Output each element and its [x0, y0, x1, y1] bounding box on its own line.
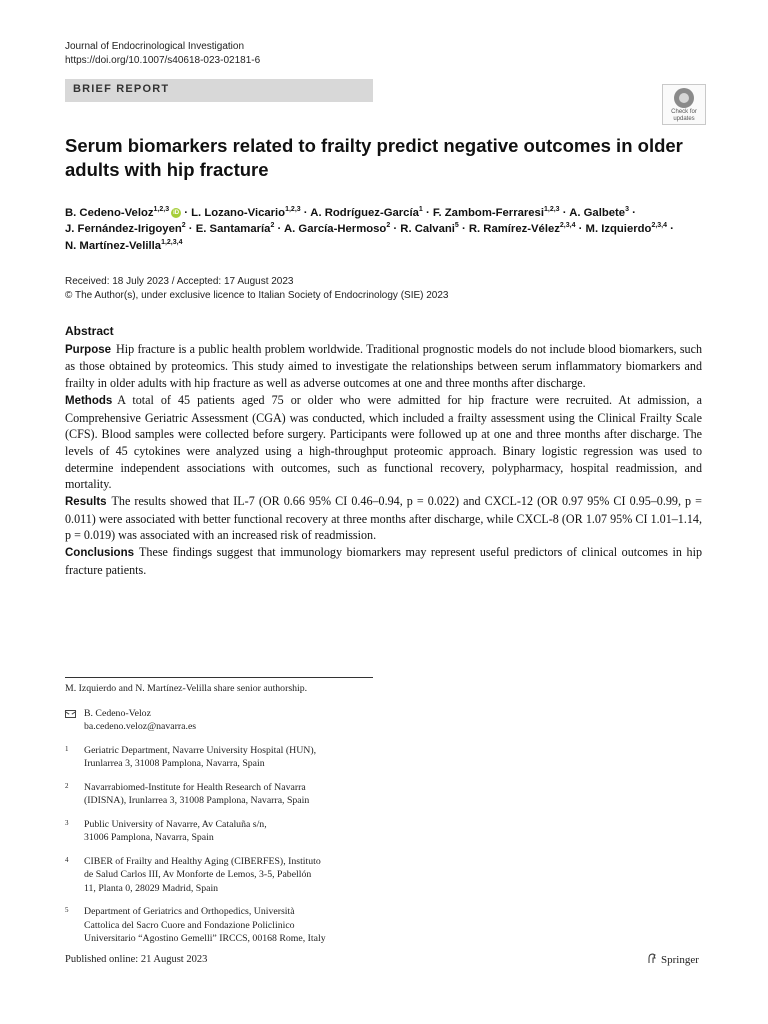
envelope-icon	[65, 710, 76, 718]
abstract-purpose: Purpose Hip fracture is a public health problem worldwide. Traditional prognostic models do not include blood biomarkers, such as those obtained by proteomics. This study aimed to investigate the relationships between serum inflammatory biomarkers and frailty in older adults with hip fracture as well as adverse outcomes at one and three months after discharge.	[65, 341, 702, 391]
author[interactable]: A. García-Hermoso$^2$	[283, 222, 391, 236]
published-online: Published online: 21 August 2023	[65, 954, 208, 965]
affiliation: 2 Navarrabiomed-Institute for Health Research of Navarra (IDISNA), Irunlarrea 3, 31008 Pamplona, Navarra, Spain	[65, 781, 310, 806]
footnote-divider	[65, 677, 373, 678]
springer-horse-icon	[647, 953, 657, 964]
copyright-line: © The Author(s), under exclusive licence to Italian Society of Endocrinology (SIE) 2023	[65, 289, 449, 301]
abstract-conclusions: Conclusions These findings suggest that immunology biomarkers may represent useful predictors of clinical outcomes in hip fracture patients.	[65, 545, 702, 577]
corresponding-name: B. Cedeno-Veloz	[84, 707, 151, 719]
author[interactable]: B. Cedeno-Veloz$^{1,2,3}$	[65, 206, 170, 219]
affiliation: 1 Geriatric Department, Navarre University Hospital (HUN), Irunlarrea 3, 31008 Pamplona, Navarra, Spain	[65, 744, 317, 769]
author[interactable]: A. Rodríguez-García$^1$	[310, 206, 423, 219]
article-dates	[65, 275, 449, 302]
check-for-updates-badge[interactable]	[662, 84, 706, 125]
check-updates-label: Check for updates	[671, 109, 697, 122]
journal-name: Journal of Endocrinological Investigation	[65, 41, 244, 52]
author[interactable]: F. Zambom-Ferraresi$^{1,2,3}$	[432, 206, 560, 219]
author[interactable]: N. Martínez-Velilla$^{1,2,3,4}$	[65, 238, 183, 252]
article-title: Serum biomarkers related to frailty predict negative outcomes in older adults with hip fracture	[65, 135, 683, 180]
abstract	[65, 323, 702, 579]
abstract-results: Results The results showed that IL-7 (OR 0.66 95% CI 0.46–0.94, p = 0.022) and CXCL-12 (OR 0.97 95% CI 0.95–0.99, p = 0.011) were associated with better functional recovery at three months after discharge, while CXCL-8 (OR 1.07 95% CI 1.01–1.14, p = 0.019) was associated with an increased risk of readmission.	[65, 494, 702, 543]
author[interactable]: L. Lozano-Vicario$^{1,2,3}$	[191, 206, 301, 219]
abstract-methods: Methods A total of 45 patients aged 75 or older who were admitted for hip fracture were recruited. At admission, a Comprehensive Geriatric Assessment (CGA) was conducted, which included a frailty assessment using the Clinical Frailty Scale (CFS). Blood samples were collected before surgery. Participants were followed up at one and three months after discharge. The levels of 45 cytokines were analyzed using a high-throughput proteomic approach. Binary logistic regression was used to determine independent associations with outcomes, such as functional recovery, polypharmacy, hospital readmission, and mortality.	[65, 392, 702, 492]
author-list: B. Cedeno-Veloz$^{1,2,3}$ iD · L. Lozano-Vicario$^{1,2,3}$ · A. Rodríguez-García$^1$ · F. Zambom-Ferraresi$^{1,2,3}$ · A. Galbete$^3$ · J. Fernández-Irigoyen$^2$ · E. Santamaría$^2$ · A. García-Hermoso$^2$ · R. Calvani$^5$ · R. Ramírez-Vélez$^{2,3,4}$ · M. Izquierdo$^{2,3,4}$ · N. Martínez-Velilla$^{1,2,3,4}$	[65, 206, 674, 252]
affiliation: 4 CIBER of Frailty and Healthy Aging (CIBERFES), Instituto de Salud Carlos III, Av Monforte de Lemos, 3-5, Pabellón 11, Planta 0, 28029 Madrid, Spain	[65, 855, 321, 894]
section-label: BRIEF REPORT	[73, 83, 170, 95]
doi-link[interactable]: https://doi.org/10.1007/s40618-023-02181-6	[65, 54, 261, 66]
affiliation: 5 Department of Geriatrics and Orthopedics, Università Cattolica del Sacro Cuore and Fondazione Policlinico Universitario “Agostino Gemelli” IRCCS, 00168 Rome, Italy	[65, 906, 326, 944]
corresponding-email[interactable]: ba.cedeno.veloz@navarra.es	[84, 721, 197, 732]
orcid-icon[interactable]: iD	[173, 210, 180, 217]
author[interactable]: J. Fernández-Irigoyen$^2$	[65, 222, 186, 236]
publisher-logo	[647, 953, 699, 966]
author[interactable]: R. Ramírez-Vélez$^{2,3,4}$	[468, 222, 576, 236]
author[interactable]: M. Izquierdo$^{2,3,4}$	[585, 222, 668, 236]
journal-header	[65, 40, 260, 67]
received-accepted: Received: 18 July 2023 / Accepted: 17 August 2023	[65, 276, 294, 287]
author[interactable]: A. Galbete$^3$	[569, 206, 629, 219]
publisher-name: Springer	[661, 954, 699, 966]
check-updates-icon	[674, 88, 694, 108]
author[interactable]: R. Calvani$^5$	[400, 222, 459, 236]
senior-authorship-note: M. Izquierdo and N. Martínez-Velilla share senior authorship.	[65, 683, 308, 694]
affiliation: 3 Public University of Navarre, Av Cataluña s/n, 31006 Pamplona, Navarra, Spain	[65, 818, 267, 843]
author[interactable]: E. Santamaría$^2$	[195, 222, 275, 236]
corresponding-author	[65, 707, 375, 734]
footnotes	[65, 682, 375, 956]
abstract-heading: Abstract	[65, 324, 114, 338]
